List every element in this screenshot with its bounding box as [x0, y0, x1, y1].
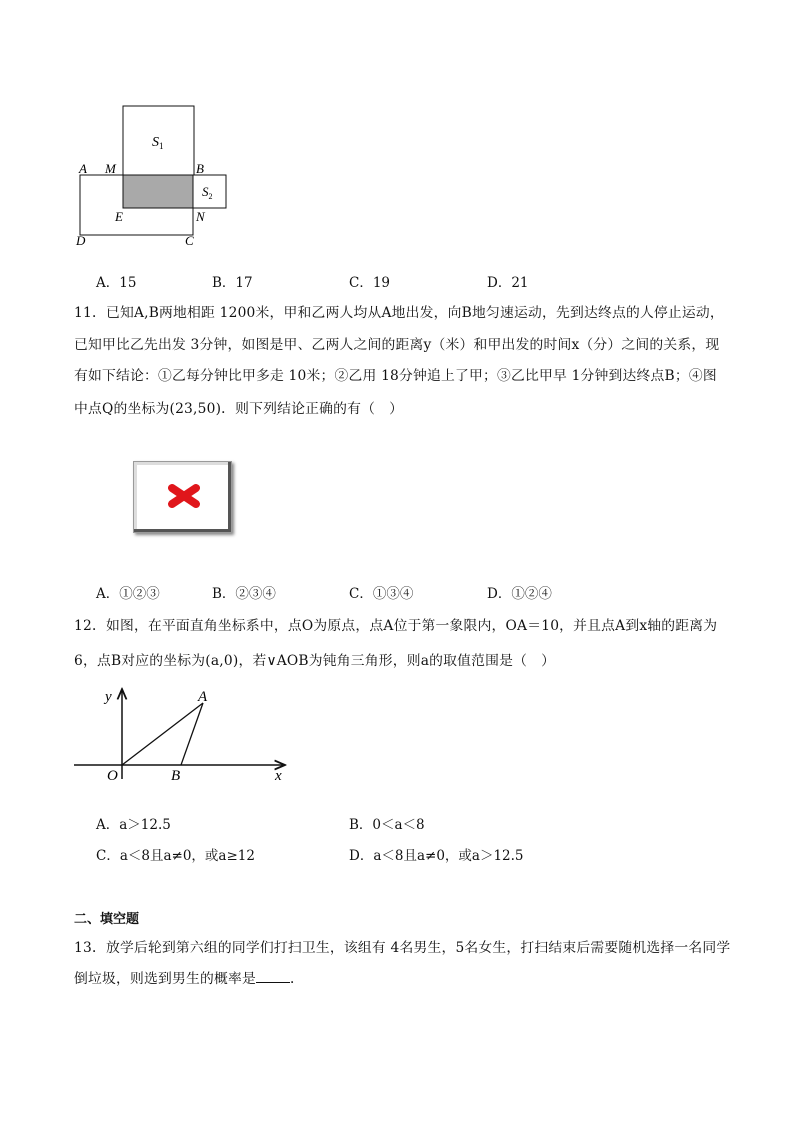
- label-x: x: [275, 768, 282, 783]
- label-s1: $S_1$: [152, 135, 164, 151]
- label-b: B: [196, 161, 204, 176]
- q10-option-a[interactable]: A．15: [96, 275, 137, 291]
- q12-option-c[interactable]: C．a＜8且a≠0，或a≥12: [96, 848, 255, 864]
- label-c: C: [185, 233, 194, 248]
- q11-line-1: 11．已知A,B两地相距 1200米，甲和乙两人均从A地出发，向B地匀速运动，先到达终点的人停止运动，: [74, 305, 724, 321]
- q13-line-1: 13．放学后轮到第六组的同学们打扫卫生，该组有 4名男生，5名女生，打扫结束后需要随机选择一名同学: [74, 940, 731, 956]
- segment-oa: [122, 703, 203, 765]
- label-e: E: [115, 209, 123, 224]
- q13-line-2-end: ．: [289, 971, 304, 987]
- q11-option-c[interactable]: C．①③④: [349, 586, 414, 602]
- q12-line-2: 6，点B对应的坐标为(a,0)，若∨AOB为钝角三角形，则a的取值范围是（ ）: [74, 653, 556, 669]
- label-n: N: [196, 209, 205, 224]
- shaded-rectangle: [123, 175, 193, 208]
- q10-option-b[interactable]: B．17: [212, 275, 253, 291]
- q12-option-b[interactable]: B．0＜a＜8: [349, 817, 425, 833]
- answer-blank[interactable]: [256, 970, 290, 983]
- q13-line-2: [74, 967, 304, 987]
- q11-line-3: 有如下结论：①乙每分钟比甲多走 10米；②乙用 18分钟追上了甲；③乙比甲早 1分钟到达终点B；④图: [74, 368, 717, 384]
- label-d: D: [76, 233, 86, 248]
- segment-ab: [181, 703, 203, 765]
- label-y: y: [105, 689, 112, 705]
- q11-line-2: 已知甲比乙先出发 3分钟，如图是甲、乙两人之间的距离y（米）和甲出发的时间x（分）之间的关系，现: [74, 337, 720, 353]
- coordinate-figure: [70, 683, 295, 783]
- q12-option-d[interactable]: D．a＜8且a≠0，或a＞12.5: [349, 848, 524, 864]
- q10-option-c[interactable]: C．19: [349, 275, 391, 291]
- label-a: A: [79, 161, 87, 176]
- q11-option-b[interactable]: B．②③④: [212, 586, 276, 602]
- broken-image-icon: [133, 461, 232, 533]
- label-b: B: [171, 768, 181, 783]
- q12-line-1: 12．如图，在平面直角坐标系中，点O为原点，点A位于第一象限内，OA＝10，并且点A到x轴的距离为: [74, 618, 718, 634]
- rectangle-figure: [70, 100, 240, 250]
- q13-line-2-text: 倒垃圾，则选到男生的概率是: [74, 971, 256, 987]
- label-s2: $S_2$: [202, 184, 213, 201]
- label-o: O: [107, 768, 118, 783]
- q11-option-d[interactable]: D．①②④: [487, 586, 552, 602]
- q11-line-4: 中点Q的坐标为(23,50)．则下列结论正确的有（ ）: [74, 401, 404, 417]
- q12-option-a[interactable]: A．a＞12.5: [96, 817, 171, 833]
- label-m: M: [105, 161, 116, 176]
- q10-option-d[interactable]: D．21: [487, 275, 529, 291]
- q11-option-a[interactable]: A．①②③: [96, 586, 160, 602]
- section-title: 二、填空题: [74, 912, 140, 927]
- label-a: A: [198, 689, 208, 705]
